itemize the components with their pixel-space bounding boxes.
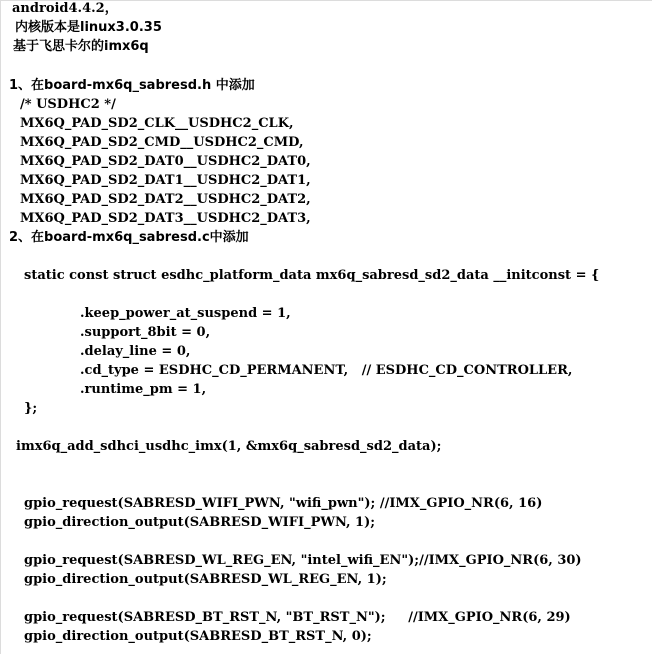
pad-line: MX6Q_PAD_SD2_DAT0__USDHC2_DAT0, [20,154,311,169]
struct-field: .support_8bit = 0, [80,325,211,340]
gpio-line: gpio_request(SABRESD_WIFI_PWN, "wifi_pwn"); //IMX_GPIO_NR(6, 16) [24,496,543,511]
gpio-line: gpio_request(SABRESD_WL_REG_EN, "intel_wifi_EN");//IMX_GPIO_NR(6, 30) [24,553,582,568]
struct-close: }; [24,401,38,416]
kernel-version-line: 内核版本是linux3.0.35 [15,20,162,35]
android-version-line: android4.4.2， [12,1,118,16]
gpio-line: gpio_direction_output(SABRESD_WL_REG_EN, 1); [24,572,387,587]
struct-declaration: static const struct esdhc_platform_data mx6q_sabresd_sd2_data __initconst = { [24,268,600,283]
step2-title: 2、在board-mx6q_sabresd.c中添加 [9,230,249,245]
pad-line: MX6Q_PAD_SD2_DAT1__USDHC2_DAT1, [20,173,311,188]
struct-field: .keep_power_at_suspend = 1, [80,306,291,321]
add-sdhci-call: imx6q_add_sdhci_usdhc_imx(1, &mx6q_sabresd_sd2_data); [16,439,442,454]
gpio-line: gpio_direction_output(SABRESD_BT_RST_N, 0); [24,629,372,644]
pad-line: MX6Q_PAD_SD2_DAT2__USDHC2_DAT2, [20,192,311,207]
struct-field: .runtime_pm = 1, [80,382,207,397]
usdhc2-comment: /* USDHC2 */ [20,97,116,112]
struct-field: .cd_type = ESDHC_CD_PERMANENT, // ESDHC_CD_CONTROLLER, [80,363,573,378]
pad-line: MX6Q_PAD_SD2_DAT3__USDHC2_DAT3, [20,211,311,226]
pad-line: MX6Q_PAD_SD2_CMD__USDHC2_CMD, [20,135,304,150]
gpio-line: gpio_direction_output(SABRESD_WIFI_PWN, 1); [24,515,376,530]
gpio-line: gpio_request(SABRESD_BT_RST_N, "BT_RST_N"); //IMX_GPIO_NR(6, 29) [24,610,571,625]
platform-line: 基于飞思卡尔的imx6q [13,39,149,54]
step1-title: 1、在board-mx6q_sabresd.h 中添加 [9,78,255,93]
pad-line: MX6Q_PAD_SD2_CLK__USDHC2_CLK, [20,116,294,131]
struct-field: .delay_line = 0, [80,344,191,359]
